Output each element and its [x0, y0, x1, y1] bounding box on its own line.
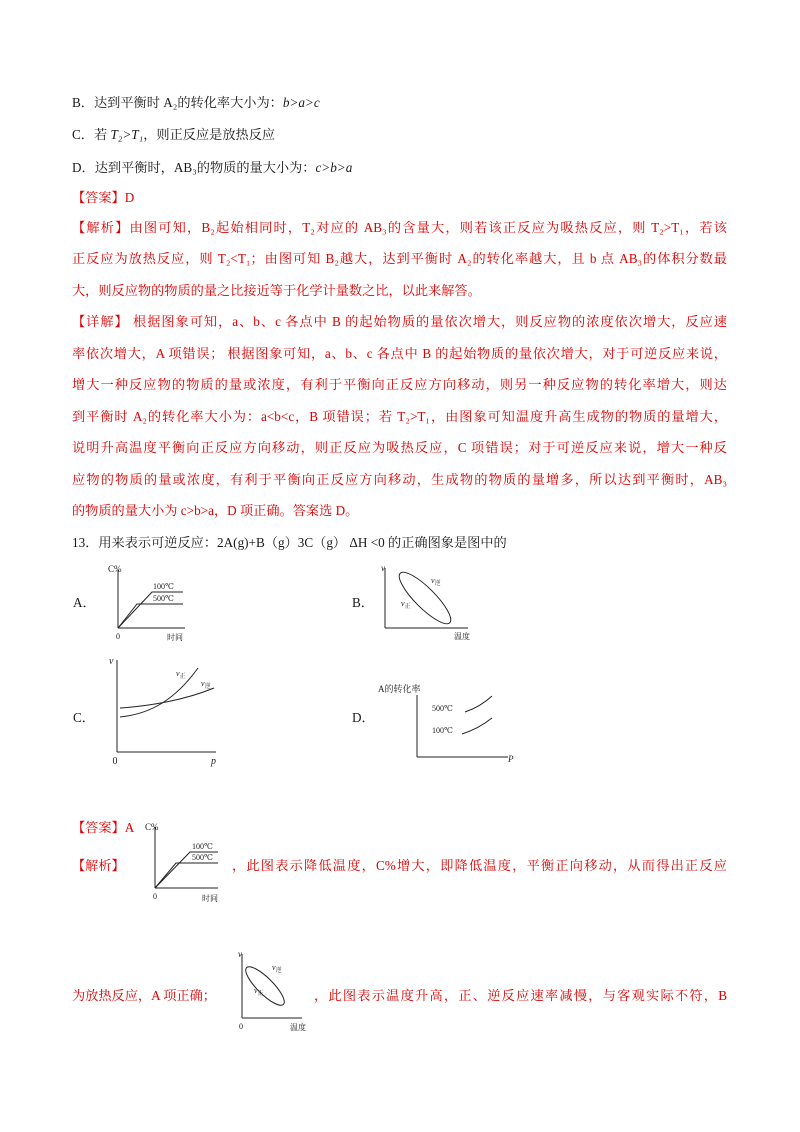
q12-option-b — [72, 93, 727, 113]
y-axis-label: C% — [145, 822, 159, 832]
y-axis-label: C% — [108, 564, 122, 574]
analysis-graph-cpct — [140, 818, 230, 904]
q12-analysis-line: 大，则反应物的物质的量之比接近等于化学计量数之比，以此来解答。 — [72, 283, 481, 298]
x-axis-label: 时间 — [202, 894, 218, 903]
y-axis-label: A的转化率 — [378, 684, 421, 694]
q13-analysis-line: 为放热反应，A 项正确； — [72, 988, 216, 1003]
q12-option-c-post: ，则正反应是放热反应 — [143, 127, 276, 142]
graph-option-d — [372, 678, 517, 766]
curve-label-symbol: v — [272, 963, 276, 972]
q12-analysis-line: 正反应为放热反应，则 T₂<T₁；由图可知 B₂越大，达到平衡时 A₂的转化率越大，且 b 点 AB₃的体积分数最 — [72, 251, 727, 266]
curve-label-forward — [401, 599, 411, 610]
curve-label-reverse — [431, 576, 441, 587]
q12-detail-line: 到平衡时 A₂的转化率大小为：a<b<c，B 项错误；若 T₂>T₁，由图象可知温度升高生成物的物质的量增大， — [72, 409, 727, 424]
q12-option-b-order: b>a>c — [282, 95, 320, 110]
series-label-100c: 100℃ — [153, 582, 174, 591]
rate-ellipse — [241, 962, 289, 1010]
q13-stem: 13．用来表示可逆反应：2A(g)+B（g）3C（g） ΔH <0 的正确图象是图中的 — [72, 535, 507, 550]
x-axis-label: P — [508, 754, 514, 764]
curve-forward-rate — [120, 668, 198, 717]
q12-answer: 【答案】D — [72, 190, 135, 205]
q12-option-b-text: B．达到平衡时 A₂的转化率大小为： — [72, 95, 283, 110]
analysis-graph-rate — [232, 946, 312, 1032]
curve-label-subscript: 逆 — [204, 684, 211, 690]
y-axis-label: v — [381, 563, 385, 573]
q12-option-d-text: D．达到平衡时，AB₃的物质的量大小为： — [72, 160, 316, 175]
curve-reverse-rate — [120, 688, 214, 708]
q13-analysis-line: ，此图表示降低温度，C%增大，即降低温度，平衡正向移动，从而得出正反应 — [232, 858, 727, 873]
series-label-500c: 500℃ — [432, 704, 453, 713]
q12-detail-line: 的物质的量大小为 c>b>a，D 项正确。答案选 D。 — [72, 503, 359, 518]
q13-analysis-label: 【解析】 — [72, 858, 125, 873]
curve-label-subscript: 正 — [257, 991, 264, 997]
x-axis-label: 温度 — [290, 1023, 306, 1032]
q12-option-d — [72, 158, 727, 178]
q13-option-c-label: C． — [73, 710, 95, 725]
q13-option-d-label: D． — [352, 710, 375, 725]
q12-detail-line: 增大一种反应物的物质的量或浓度，有利于平衡向正反应方向移动，则另一种反应物的转化率增大，则达 — [72, 377, 727, 392]
x-axis-label: 时间 — [167, 633, 183, 642]
q12-option-d-order: c>b>a — [315, 160, 353, 175]
x-axis-label: p — [211, 756, 216, 767]
curve-label-symbol: v — [176, 669, 180, 678]
x-axis-label: 温度 — [454, 632, 470, 641]
q13-analysis-line: ，此图表示温度升高，正、逆反应速率减慢，与客观实际不符，B — [314, 988, 727, 1003]
q12-option-c-pre: C．若 — [72, 127, 111, 142]
curve-500c — [118, 604, 183, 628]
curve-label-symbol: v — [431, 576, 435, 585]
curve-label-forward — [254, 986, 264, 997]
q13-option-a-label: A． — [73, 595, 96, 610]
q12-detail-line: 说明升高温度平衡向正反应方向移动，则正反应为吸热反应，C 项错误；对于可逆反应来说，增大一种反 — [72, 440, 727, 455]
series-label-500c: 500℃ — [153, 594, 174, 603]
q12-detail-line: 率依次增大，A 项错误； 根据图象可知，a、b、c 各点中 B 的起始物质的量依次增大，对于可逆反应来说， — [72, 346, 727, 361]
y-axis-label: v — [109, 656, 114, 667]
curve-label-subscript: 正 — [404, 604, 411, 610]
y-axis-label: v — [238, 949, 242, 959]
q12-detail-line: 应物的物质的量或浓度，有利于平衡向正反应方向移动，生成物的物质的量增多，所以达到平衡时，AB₃ — [72, 472, 727, 487]
curve-label-forward — [176, 669, 186, 680]
curve-label-subscript: 正 — [179, 674, 186, 680]
q12-option-c-condition: T₂>T₁ — [110, 127, 144, 142]
origin-label: 0 — [112, 756, 118, 767]
q12-analysis-line: 【解析】由图可知，B₂起始相同时，T₂对应的 AB₃的含量大，则若该正反应为吸热反应，则 T₂>T₁，若该 — [72, 220, 727, 235]
curve-100c — [462, 718, 492, 734]
origin-label: 0 — [239, 1022, 243, 1031]
series-label-100c: 100℃ — [192, 842, 213, 851]
q13-option-b-label: B． — [352, 595, 374, 610]
graph-option-a — [105, 562, 190, 644]
curve-label-symbol: v — [201, 679, 205, 688]
rate-ellipse — [393, 566, 457, 630]
curve-label-reverse — [201, 679, 211, 690]
curve-label-symbol: v — [254, 986, 258, 995]
curve-label-reverse — [272, 963, 282, 974]
q12-option-c — [72, 125, 727, 145]
origin-label: 0 — [153, 892, 157, 901]
q12-detail-line: 【详解】 根据图象可知，a、b、c 各点中 B 的起始物质的量依次增大，则反应物的浓度依次增大，反应速 — [72, 314, 727, 329]
graph-option-c — [100, 650, 222, 768]
curve-500c — [465, 696, 492, 712]
curve-label-symbol: v — [401, 599, 405, 608]
curve-label-subscript: 逆 — [434, 581, 441, 587]
series-label-500c: 500℃ — [192, 853, 213, 862]
curve-500c — [155, 863, 218, 888]
origin-label: 0 — [116, 632, 120, 641]
graph-option-b — [375, 562, 475, 644]
series-label-100c: 100℃ — [432, 726, 453, 735]
curve-label-subscript: 逆 — [275, 968, 282, 974]
q13-answer: 【答案】A — [72, 820, 135, 835]
